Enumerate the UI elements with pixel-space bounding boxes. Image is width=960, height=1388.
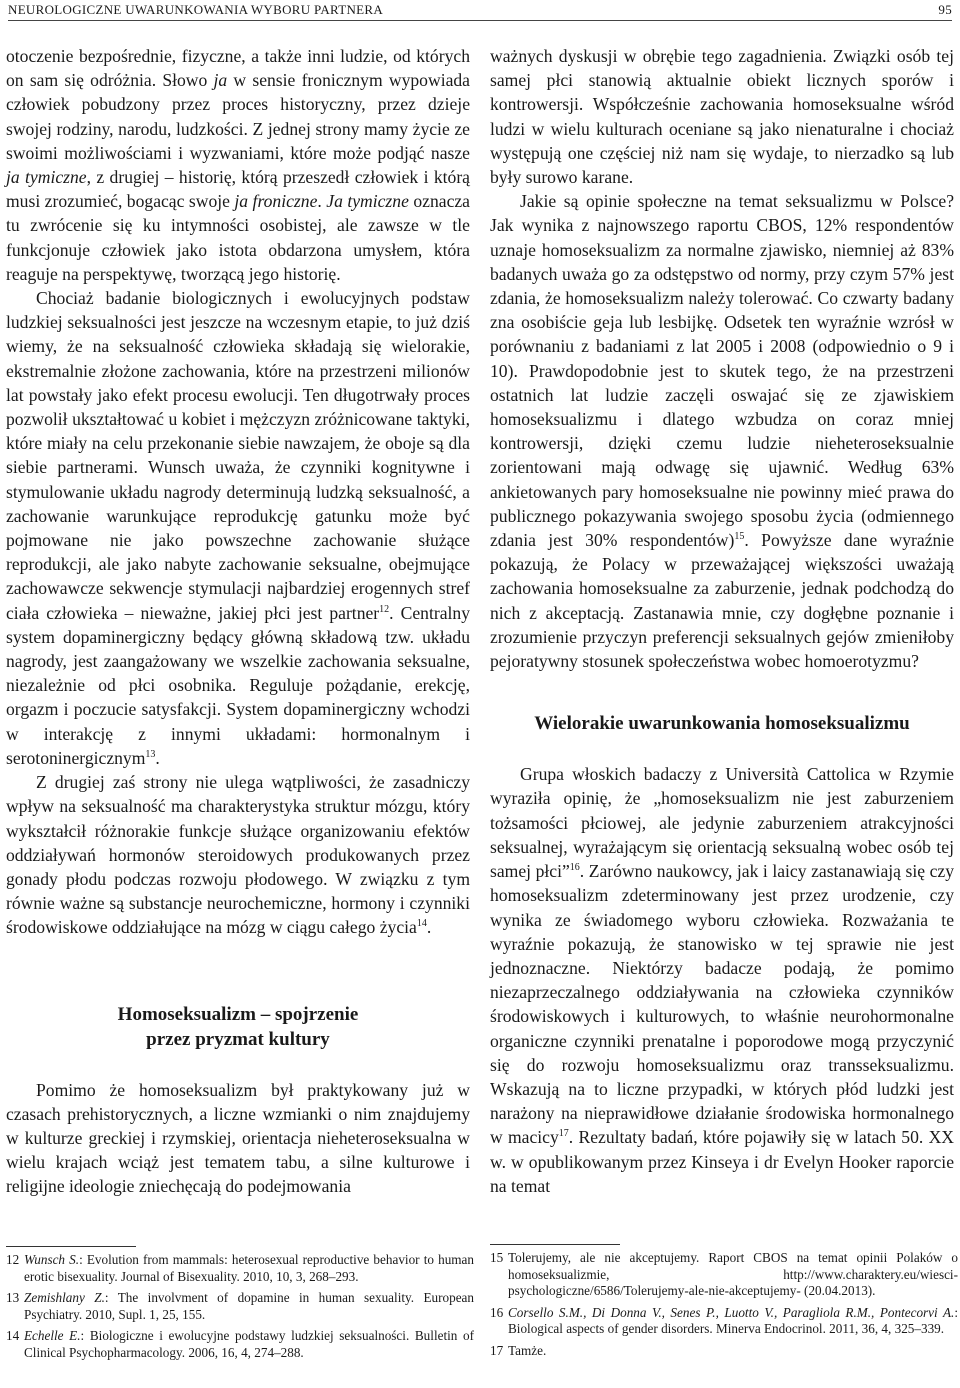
paragraph-biology: Chociaż badanie biologicznych i ewolucyjnych podstaw ludzkiej seksualności jest jeszcze na wczesnym etapie, to już dziś wiemy, że na seksualność człowieka składają się wielorakie, ekstremalnie złożone zachowania, które na przestrzeni milionów lat powstały jako efekt procesu ewolucji. Ten długotrwały proces pozwolił ukształtować u kobiet i mężczyzn zróżnicowane taktyki, które miały na celu przekonanie siebie nawzajem, że oboje są dla siebie partnerami. Wunsch uważa, że czynniki kognitywne i stymulowanie układu nagrody determinują ludzką seksualność, a zachowanie warunkujące reprodukcję gatunku może być pojmowane nie jako powszechne zachowanie służące reprodukcji, ale jako nabyte zachowanie seksualne, obejmujące zachowawcze sekwencje stymulacji najbardziej erogennych stref ciała człowieka – nieważne, jakiej płci jest partner$^{12}$. Centralny system dopaminergiczny będący główną składową tzw. układu nagrody, jest zaangażowany we wszelkie zachowania seksualne, niezależnie od płci osobnika. Reguluje pożądanie, erekcję, orgazm i poczucie satysfakcji. System dopaminergiczny wchodzi w interakcję z innymi układami: hormonalnym i serotoninergicznym$^{13}$. <box>6 288 470 768</box>
paragraph-controversy: ważnych dyskusji w obrębie tego zagadnienia. Związki osób tej samej płci stanowią aktualnie obiekt licznych sporów i kontrowersji. Współcześnie zachowania homoseksualne wśród ludzi w wielu kulturach oceniane są jako nienaturalne i chociaż występują one częściej niż nam się wydaje, to nierzadko są lub były surowo karane. <box>490 46 954 188</box>
footnote-ref-14[interactable]: 14 <box>416 918 427 930</box>
paragraph-ja-froniczne: otoczenie bezpośrednie, fizyczne, a także inni ludzie, od których on sam się odróżnia. Słowo ja w sensie fronicznym wypowiada człowiek pobudzony przez proces historyczny, przez dzieje swojej rodziny, narodu, ludzkości. Z jednej strony mamy życie ze swoimi możliwościami i wyzwaniami, które może podjąć nasze ja tymiczne, z drugiej – historię, którą przeszedł człowiek i którą musi zrozumieć, bogacąc swoje ja froniczne. Ja tymiczne oznacza tu zwrócenie się ku intymności osobistej, ale zawsze w tle funkcjonuje człowiek jako istota obdarzona umysłem, która reaguje na perspektywę, tworzącą jego historię. <box>6 46 470 284</box>
footnotes-right <box>490 1244 958 1364</box>
footnote-14: 14 Echelle E.: Biologiczne i ewolucyjne podstawy ludzkiej seksualności. Bulletin of Clinical Psychopharmacology. 2006, 16, 4, 274–288. <box>6 1328 475 1360</box>
footnote-17: 17 Tamże. <box>490 1342 547 1358</box>
footnote-13: 13 Zemishlany Z.: The involvment of dopamine in human sexuality. European Psychiatry. 2010, Supl. 1, 25, 155. <box>6 1290 475 1322</box>
paragraph-italian-researchers: Grupa włoskich badaczy z Università Cattolica w Rzymie wyraziła opinię, że „homoseksualizm nie jest zaburzeniem tożsamości płciowej, ale jedynie zaburzeniem atrakcyjności seksualnej, wyrażającym się orientacją seksualną wobec osób tej samej płci”$^{16}$. Zarówno naukowcy, jak i laicy zastanawiają się czy homoseksualizm zdeterminowany jest przez urodzenie, czy wynika ze świadomego wyboru człowieka. Rozważania te wyraźnie pokazują, że stanowisko w tej sprawie nie jest jednoznaczne. Niektórzy badacze podają, że pomimo niezaprzeczalnego oddziaływania na człowieka czynników środowiskowych i kulturowych, to właśnie neurohormonalne organiczne czynniki prenatalne i poporodowe mogą przyczynić się do rozwoju homoseksualizmu oraz transseksualizmu. Wskazują na to liczne przypadki, w których płód ludzki jest narażony na nieprawidłowe działanie środowiska hormonalnego w macicy$^{17}$. Rezultaty badań, które pojawiły się w latach 50. XX w. w opublikowanym przez Kinseya i dr Evelyn Hooker raporcie na temat <box>490 764 954 1196</box>
section-heading-culture: Homoseksualizm – spojrzenie przez pryzmat kultury <box>117 1003 359 1050</box>
running-title: NEUROLOGICZNE UWARUNKOWANIA WYBORU PARTNERA <box>8 2 384 17</box>
footnote-16: 16 Corsello S.M., Di Donna V., Senes P., Luotto V., Paragliola R.M., Pontecorvi A.: Biological aspects of gender disorders. Minerva Endocrinol. 2011, 36, 4, 325–339. <box>490 1304 958 1336</box>
footnote-divider <box>490 1244 620 1245</box>
footnote-ref-16[interactable]: 16 <box>569 862 580 874</box>
section-heading-determinants: Wielorakie uwarunkowania homoseksualizmu <box>534 713 910 735</box>
page-number: 95 <box>938 2 952 17</box>
paragraph-cbos: Jakie są opinie społeczne na temat seksualizmu w Polsce? Jak wynika z najnowszego raportu CBOS, 12% respondentów uznaje homoseksualizm za normalne zjawisko, niemniej aż 83% badanych uważa go za odstępstwo od normy, przy czym 57% jest zdania, że homoseksualizm należy tolerować. Co czwarty badany zna osobiście geja lub lesbijkę. Odsetek ten wyraźnie wzrósł w porównaniu z badaniami z lat 2005 i 2008 (odpowiednio o 9 i 10). Prawdopodobnie jest to skutek tego, że na przestrzeni ostatnich lat ludzie zaczęli oswajać się ze zjawiskiem homoseksualizmu i dlatego wzbudza on coraz mniej kontrowersji, dzięki czemu ludzie nieheteroseksualnie zorientowani mają odwagę się ujawnić. Według 63% ankietowanych pary homoseksualne nie powinny mieć prawa do publicznego pokazywania swojego sposobu życia (odmiennego zdania jest 30% respondentów)$^{15}$. Powyższe dane wyraźnie pokazują, że Polacy w przeważającej większości uważają zachowania homoseksualne za zaburzenie, jednak podchodzą do nich z akceptacją. Zastanawia mnie, czy dogłębne poznanie i zrozumienie przyczyn preferencji seksualnych gejów zmieniłoby pejoratywny stosunek społeczeństwa wobec homoerotyzmu? <box>490 191 955 672</box>
footnote-ref-13[interactable]: 13 <box>145 749 156 761</box>
footnote-divider <box>6 1246 136 1247</box>
running-header <box>8 0 952 21</box>
footnote-15: 15 Tolerujemy, ale nie akceptujemy. Raport CBOS na temat opinii Polaków o homoseksualizmie, http://www.charaktery.eu/wiesci-psychologiczne/6586/Tolerujemy-ale-nie-akceptujemy- (20.04.2013). <box>490 1250 958 1298</box>
footnote-ref-12[interactable]: 12 <box>379 603 390 615</box>
paragraph-prehistory: Pomimo że homoseksualizm był praktykowany już w czasach prehistorycznych, a liczne wzmianki o nim znajdujemy w kulturze greckiej i rzymskiej, orientacja nieheteroseksualna w wielu krajach wciąż jest tematem tabu, a silne kulturowe i religijne ideologie zniechęcają do podejmowania <box>6 1079 470 1197</box>
right-column <box>490 44 954 1198</box>
footnote-12: 12 Wunsch S.: Evolution from mammals: heterosexual reproductive behavior to human erotic bisexuality. Journal of Bisexuality. 2010, 10, 3, 268–293. <box>6 1252 474 1284</box>
left-column <box>6 44 470 1199</box>
footnotes-left <box>6 1246 474 1366</box>
footnote-ref-15[interactable]: 15 <box>734 531 745 543</box>
paragraph-brain-structure: Z drugiej zaś strony nie ulega wątpliwości, że zasadniczy wpływ na seksualność ma charakterystyka struktur mózgu, który wykształcił różnorakie funkcje służące organizowaniu efektów oddziaływań hormonów steroidowych produkowanych przez gonady płodu podczas rozwoju płodowego. W związku z tym równie ważne są substancje neurochemiczne, hormony i czynniki środowiskowe oddziałujące na mózg w ciągu całego życia$^{14}$. <box>6 772 470 938</box>
footnote-ref-17[interactable]: 17 <box>558 1128 569 1140</box>
